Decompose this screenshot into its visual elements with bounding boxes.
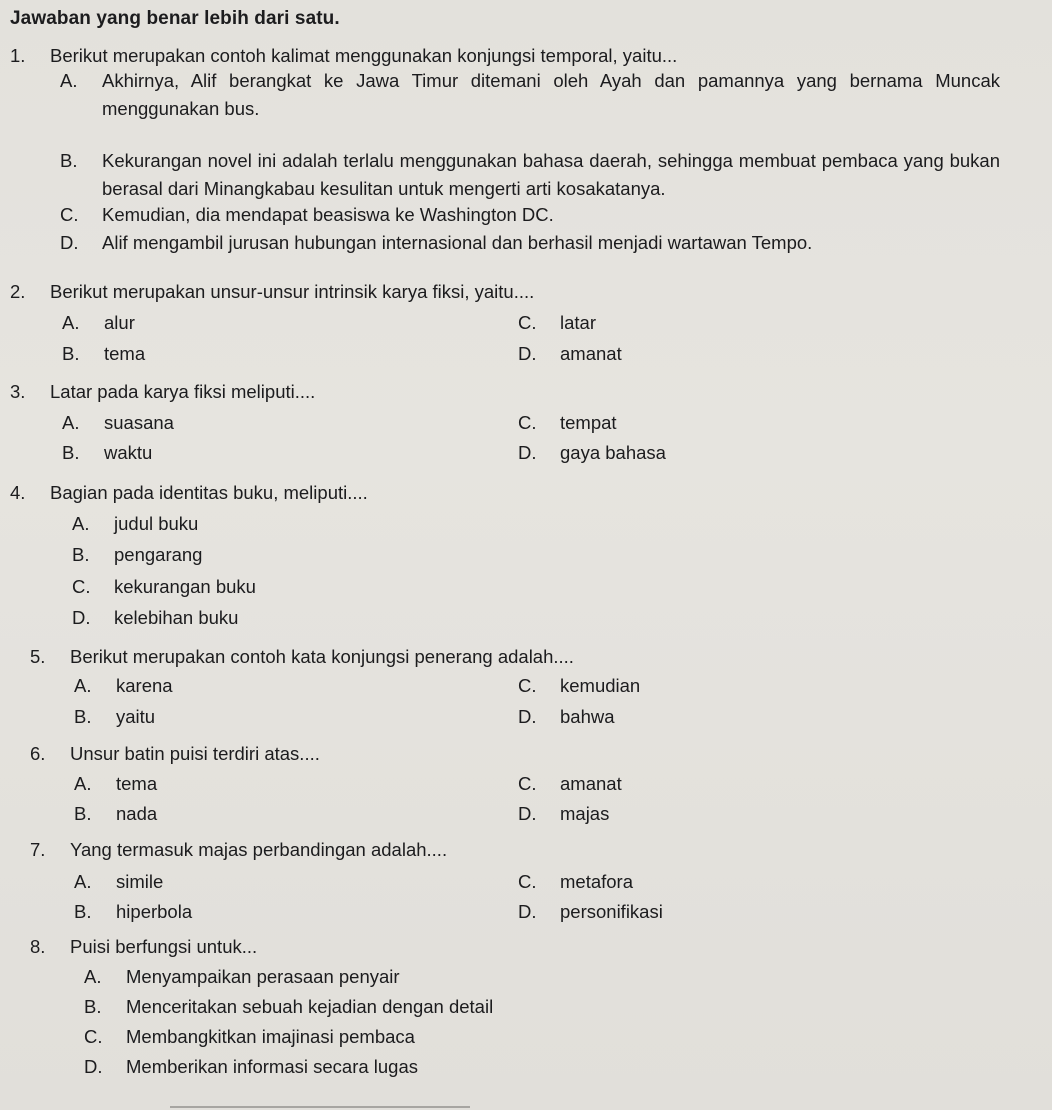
q6-option-a (74, 772, 157, 796)
option-text: tempat (560, 412, 617, 433)
option-text: amanat (560, 343, 622, 364)
option-text: simile (116, 871, 164, 892)
question-text: Bagian pada identitas buku, meliputi.... (50, 482, 368, 503)
option-letter: D. (518, 343, 537, 364)
option-text: amanat (560, 773, 622, 794)
question-text: Berikut merupakan unsur-unsur intrinsik karya fiksi, yaitu.... (50, 281, 535, 302)
q6-option-c (518, 772, 622, 796)
option-letter: C. (518, 312, 537, 333)
question-number: 4. (10, 482, 26, 503)
option-letter: D. (518, 706, 537, 727)
q3-option-b (62, 441, 152, 465)
option-letter: D. (84, 1056, 103, 1077)
option-letter: A. (74, 773, 92, 794)
question-number: 7. (30, 839, 46, 860)
question-number: 3. (10, 381, 26, 402)
option-letter: B. (74, 803, 92, 824)
option-letter: B. (62, 343, 80, 364)
question-5 (30, 645, 574, 669)
option-text: Menyampaikan perasaan penyair (126, 966, 400, 987)
q7-option-d (518, 900, 663, 924)
option-letter: B. (74, 901, 92, 922)
q5-option-c (518, 674, 640, 698)
question-4 (10, 481, 368, 505)
question-7 (30, 838, 447, 862)
option-letter: D. (518, 901, 537, 922)
instruction-header: Jawaban yang benar lebih dari satu. (10, 8, 340, 29)
option-letter: A. (60, 70, 78, 91)
option-text: latar (560, 312, 596, 333)
option-letter: C. (518, 675, 537, 696)
question-2 (10, 280, 534, 304)
option-letter: D. (518, 803, 537, 824)
question-number: 8. (30, 936, 46, 957)
q5-option-a (74, 674, 173, 698)
q6-option-d (518, 802, 609, 826)
option-text: Kekurangan novel ini adalah terlalu menggunakan bahasa daerah, sehingga membuat pembaca yang bukan berasal dari Minangkabau kesulitan untuk mengerti arti kosakatanya. (102, 150, 1000, 199)
option-letter: B. (62, 442, 80, 463)
q1-option-a (60, 67, 1000, 123)
option-letter: B. (60, 150, 78, 171)
option-letter: B. (72, 544, 90, 565)
q2-option-b (62, 342, 145, 366)
q4-option-d (72, 606, 238, 630)
option-text: suasana (104, 412, 174, 433)
question-text: Puisi berfungsi untuk... (70, 936, 258, 957)
option-text: gaya bahasa (560, 442, 666, 463)
option-text: nada (116, 803, 158, 824)
q8-option-d (84, 1055, 418, 1079)
option-text: judul buku (114, 513, 199, 534)
question-number: 5. (30, 646, 46, 667)
q3-option-a (62, 411, 174, 435)
option-letter: C. (518, 871, 537, 892)
q7-option-c (518, 870, 633, 894)
q8-option-c (84, 1025, 415, 1049)
option-text: karena (116, 675, 173, 696)
option-text: bahwa (560, 706, 615, 727)
option-text: metafora (560, 871, 634, 892)
question-text: Latar pada karya fiksi meliputi.... (50, 381, 316, 402)
option-text: Memberikan informasi secara lugas (126, 1056, 419, 1077)
q2-option-c (518, 311, 596, 335)
q8-option-a (84, 965, 400, 989)
option-text: hiperbola (116, 901, 193, 922)
option-text: kelebihan buku (114, 607, 239, 628)
option-letter: C. (60, 204, 79, 225)
question-6 (30, 742, 320, 766)
q6-option-b (74, 802, 157, 826)
option-letter: C. (518, 412, 537, 433)
q1-option-d (60, 231, 812, 255)
q2-option-d (518, 342, 622, 366)
q4-option-b (72, 543, 202, 567)
option-text: waktu (104, 442, 153, 463)
q5-option-d (518, 705, 615, 729)
question-text: Berikut merupakan contoh kata konjungsi penerang adalah.... (70, 646, 574, 667)
option-text: Kemudian, dia mendapat beasiswa ke Washington DC. (102, 204, 554, 225)
question-number: 1. (10, 45, 26, 66)
option-text: kemudian (560, 675, 641, 696)
option-text: yaitu (116, 706, 156, 727)
option-text: tema (104, 343, 146, 364)
option-text: Alif mengambil jurusan hubungan internasional dan berhasil menjadi wartawan Tempo. (102, 232, 813, 253)
option-letter: A. (74, 871, 92, 892)
question-3 (10, 380, 315, 404)
option-letter: A. (74, 675, 92, 696)
option-text: alur (104, 312, 135, 333)
q7-option-a (74, 870, 163, 894)
q4-option-c (72, 575, 256, 599)
option-text: Akhirnya, Alif berangkat ke Jawa Timur ditemani oleh Ayah dan pamannya yang bernama Muncak menggunakan bus. (102, 70, 1000, 119)
q3-option-c (518, 411, 617, 435)
q8-option-b (84, 995, 493, 1019)
option-letter: A. (62, 412, 80, 433)
q7-option-b (74, 900, 192, 924)
question-8 (30, 935, 257, 959)
page-bottom-edge (170, 1106, 470, 1108)
option-letter: D. (518, 442, 537, 463)
q5-option-b (74, 705, 155, 729)
question-number: 2. (10, 281, 26, 302)
q1-option-b (60, 147, 1000, 203)
option-letter: C. (518, 773, 537, 794)
option-text: personifikasi (560, 901, 663, 922)
option-text: Membangkitkan imajinasi pembaca (126, 1026, 415, 1047)
question-text: Yang termasuk majas perbandingan adalah.... (70, 839, 448, 860)
option-text: pengarang (114, 544, 203, 565)
option-text: kekurangan buku (114, 576, 256, 597)
question-text: Berikut merupakan contoh kalimat menggunakan konjungsi temporal, yaitu... (50, 45, 678, 66)
option-text: majas (560, 803, 610, 824)
option-letter: C. (72, 576, 91, 597)
q2-option-a (62, 311, 135, 335)
option-letter: B. (74, 706, 92, 727)
q4-option-a (72, 512, 198, 536)
q3-option-d (518, 441, 666, 465)
option-letter: A. (62, 312, 80, 333)
question-text: Unsur batin puisi terdiri atas.... (70, 743, 320, 764)
option-text: tema (116, 773, 158, 794)
option-letter: C. (84, 1026, 103, 1047)
option-letter: D. (60, 232, 79, 253)
option-letter: D. (72, 607, 91, 628)
question-number: 6. (30, 743, 46, 764)
question-1 (10, 44, 677, 68)
option-letter: A. (84, 966, 102, 987)
option-letter: A. (72, 513, 90, 534)
q1-option-c (60, 203, 554, 227)
option-text: Menceritakan sebuah kejadian dengan detail (126, 996, 494, 1017)
option-letter: B. (84, 996, 102, 1017)
